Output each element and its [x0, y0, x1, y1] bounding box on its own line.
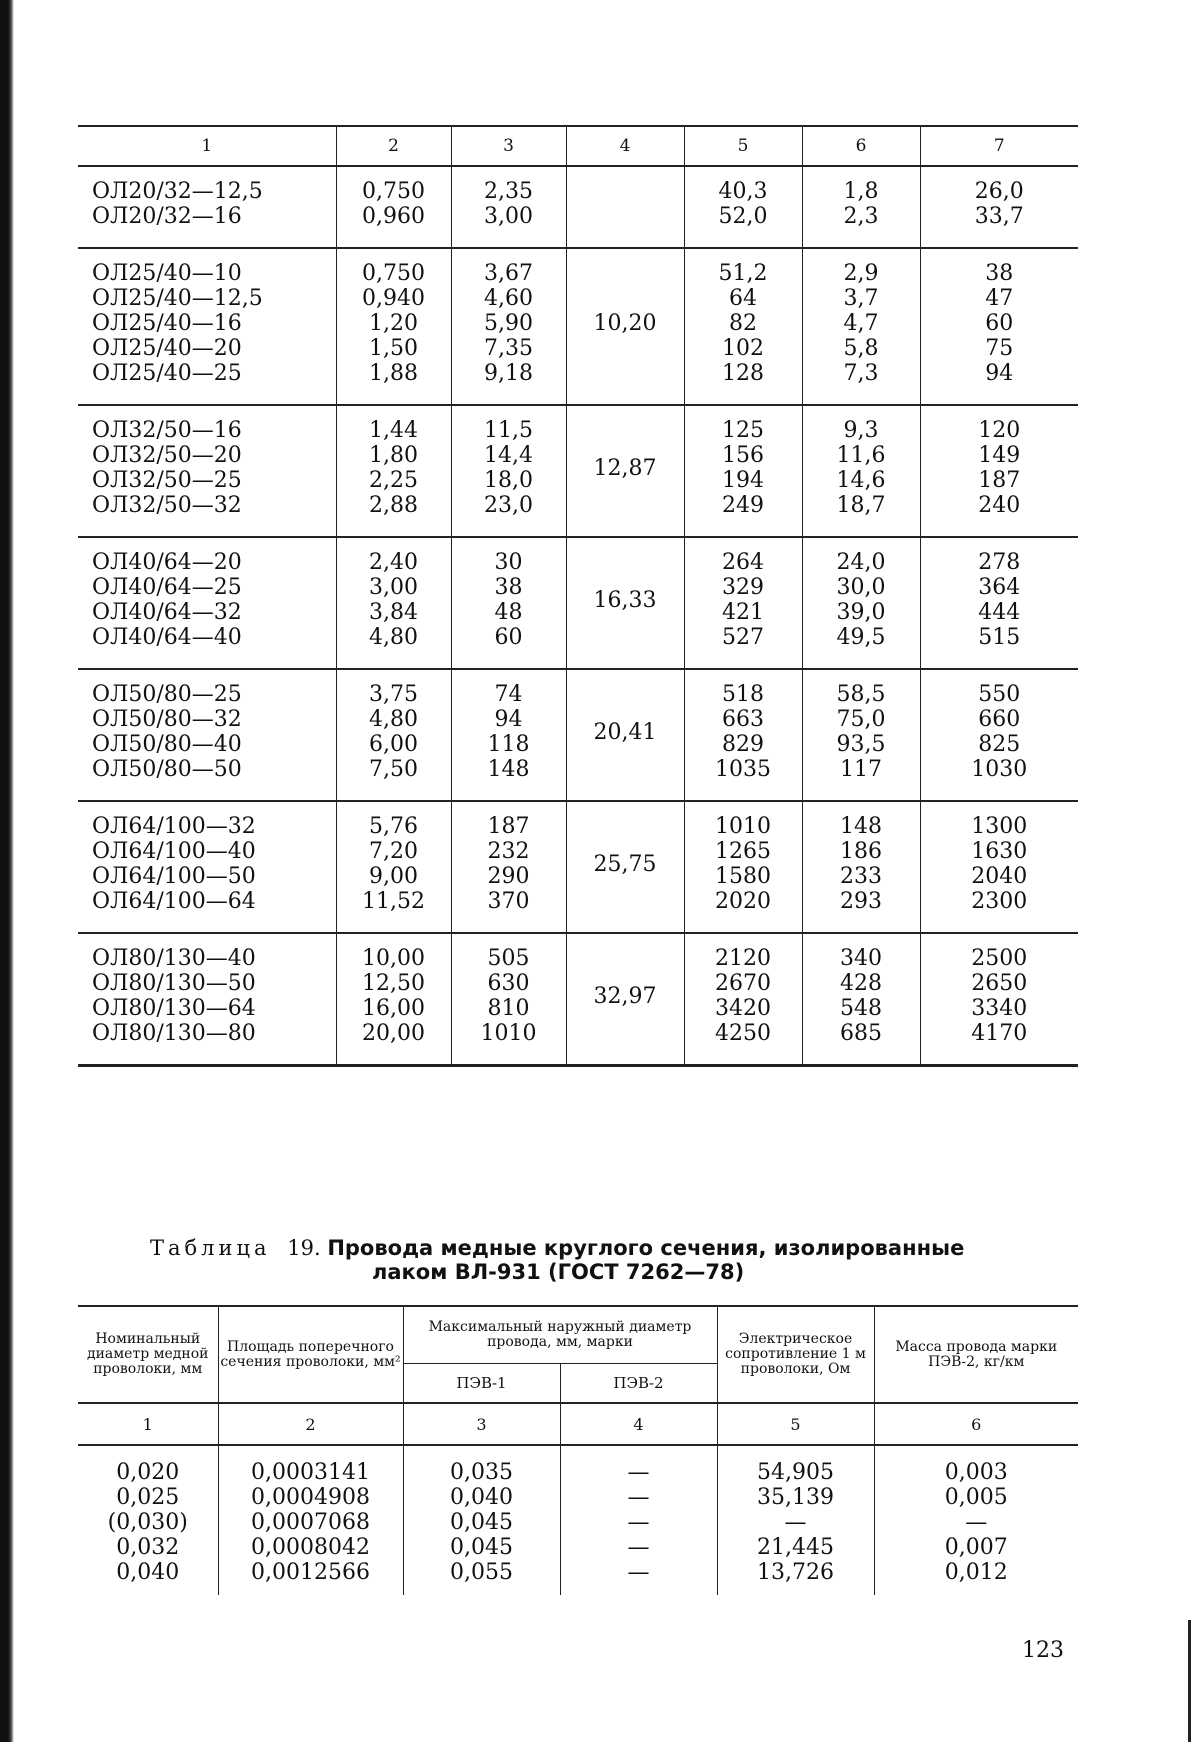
cell-col-5: [684, 933, 802, 1066]
header-mass: Масса провода марки ПЭВ-2, кг/км: [874, 1306, 1078, 1403]
cell-wire-designation: [78, 248, 336, 405]
cell-line: 20,41: [593, 719, 657, 745]
cell-line: 30,0: [836, 575, 886, 600]
cell-line: 18,0: [484, 468, 533, 493]
cell-line: 329: [722, 575, 764, 600]
cell-line: 293: [840, 889, 882, 914]
cell-line: 7,50: [369, 757, 418, 782]
cell-col-5: [684, 669, 802, 801]
cell-line: 94: [985, 361, 1014, 386]
cell-line: ОЛ20/32—16: [92, 204, 242, 229]
cell-line: 2,40: [369, 550, 418, 575]
cell-pev-1: [403, 1445, 560, 1595]
header-col-2: 2: [336, 126, 451, 166]
cell-col-3: [451, 166, 566, 248]
cell-line: 825: [978, 732, 1021, 757]
cell-line: ОЛ80/130—80: [92, 1021, 256, 1046]
table19-data-row: [78, 1445, 1078, 1595]
cell-line: ОЛ25/40—25: [92, 361, 242, 386]
cell-line: ОЛ50/80—50: [92, 757, 242, 782]
scan-edge-shadow: [0, 0, 14, 1742]
cell-line: ОЛ32/50—25: [92, 468, 242, 493]
cell-line: 2020: [715, 889, 771, 914]
cell-line: 20,00: [362, 1021, 425, 1046]
wire-table-continued: [78, 125, 1078, 1067]
cell-col-2: [336, 669, 451, 801]
cell-line: 340: [840, 946, 882, 971]
cell-line: 3,75: [369, 682, 418, 707]
cell-line: 0,035: [450, 1460, 513, 1485]
cell-line: 515: [978, 625, 1021, 650]
header-num-3: 3: [403, 1403, 560, 1445]
cell-line: 64: [729, 286, 757, 311]
caption-label: Таблица: [150, 1236, 271, 1260]
cell-line: 93,5: [836, 732, 886, 757]
cell-line: 60: [494, 625, 523, 650]
cell-mass: [874, 1445, 1078, 1595]
cell-line: 370: [487, 889, 530, 914]
cell-line: 663: [722, 707, 764, 732]
cell-line: 11,6: [836, 443, 886, 468]
cell-line: 39,0: [836, 600, 886, 625]
table-caption: [150, 1236, 1050, 1284]
cell-line: 1580: [715, 864, 771, 889]
cell-line: 30: [494, 550, 523, 575]
cell-line: 102: [722, 336, 764, 361]
cell-line: ОЛ20/32—12,5: [92, 179, 263, 204]
header-col-1: 1: [78, 126, 336, 166]
cell-line: 630: [487, 971, 530, 996]
cell-line: ОЛ25/40—20: [92, 336, 242, 361]
cell-line: 10,20: [593, 311, 657, 336]
cell-line: 3420: [715, 996, 771, 1021]
cell-wire-designation: [78, 405, 336, 537]
cell-line: 0,032: [116, 1535, 180, 1560]
cell-line: 2300: [971, 889, 1028, 914]
cell-line: 1300: [971, 814, 1028, 839]
cell-line: 4,80: [369, 707, 418, 732]
cell-line: ОЛ25/40—12,5: [92, 286, 263, 311]
cell-line: 0,0003141: [251, 1460, 370, 1485]
cell-line: 364: [978, 575, 1021, 600]
cell-line: 14,6: [836, 468, 886, 493]
cell-line: 0,0008042: [251, 1535, 370, 1560]
cell-line: 4,60: [484, 286, 533, 311]
wire-group-row: [78, 933, 1078, 1066]
cell-line: 1,80: [369, 443, 418, 468]
cell-line: ОЛ64/100—50: [92, 864, 256, 889]
cell-line: 0,960: [362, 204, 425, 229]
cell-line: 428: [840, 971, 882, 996]
cell-line: 0,040: [116, 1560, 180, 1585]
cell-line: 75: [985, 336, 1014, 361]
page-number: 123: [1022, 1638, 1064, 1663]
wire-group-row: [78, 669, 1078, 801]
cell-line: 1,44: [369, 418, 418, 443]
cell-line: (0,030): [107, 1510, 188, 1535]
cell-line: 11,52: [362, 889, 425, 914]
header-pev-2: ПЭВ-2: [560, 1364, 717, 1404]
cell-col-5: [684, 248, 802, 405]
cell-line: 24,0: [836, 550, 886, 575]
cell-line: 7,3: [843, 361, 879, 386]
cell-line: 660: [978, 707, 1021, 732]
cell-col-4: [566, 933, 684, 1066]
cell-line: 120: [978, 418, 1021, 443]
cell-line: ОЛ32/50—20: [92, 443, 242, 468]
cell-line: 60: [985, 311, 1014, 336]
cell-line: 6,00: [369, 732, 418, 757]
cell-line: 48: [494, 600, 523, 625]
cell-line: 2,9: [843, 261, 879, 286]
cell-line: 118: [487, 732, 530, 757]
cell-col-3: [451, 537, 566, 669]
cell-line: 1010: [715, 814, 771, 839]
cell-line: 49,5: [836, 625, 886, 650]
cell-line: —: [965, 1510, 988, 1535]
cell-col-6: [802, 933, 920, 1066]
wire-group-row: [78, 801, 1078, 933]
cell-line: 5,90: [484, 311, 533, 336]
cell-col-4: [566, 248, 684, 405]
cell-line: 527: [722, 625, 764, 650]
header-row-1: [78, 1306, 1078, 1364]
cell-line: 117: [840, 757, 882, 782]
cell-col-5: [684, 537, 802, 669]
cell-line: 51,2: [718, 261, 768, 286]
cell-wire-designation: [78, 166, 336, 248]
cell-col-7: [920, 248, 1078, 405]
cell-line: —: [627, 1485, 650, 1510]
cell-line: 1,20: [369, 311, 418, 336]
cell-col-3: [451, 801, 566, 933]
cell-line: 0,0004908: [251, 1485, 370, 1510]
wire-group-row: [78, 166, 1078, 248]
cell-col-6: [802, 248, 920, 405]
cell-line: ОЛ32/50—16: [92, 418, 242, 443]
cell-line: 2500: [971, 946, 1028, 971]
cell-line: 2670: [715, 971, 771, 996]
cell-line: 38: [494, 575, 523, 600]
cell-line: 3,67: [484, 261, 533, 286]
cell-line: 2040: [971, 864, 1028, 889]
cell-line: 1010: [480, 1021, 537, 1046]
cell-line: ОЛ50/80—25: [92, 682, 242, 707]
cell-col-4: [566, 166, 684, 248]
cell-line: 9,00: [369, 864, 418, 889]
cell-line: 25,75: [593, 851, 657, 877]
cell-line: ОЛ40/64—20: [92, 550, 242, 575]
cell-line: 16,00: [362, 996, 425, 1021]
cell-wire-designation: [78, 537, 336, 669]
cell-cross-section: [218, 1445, 403, 1595]
cell-line: 685: [840, 1021, 882, 1046]
cell-col-3: [451, 248, 566, 405]
header-num-5: 5: [717, 1403, 874, 1445]
cell-line: 0,007: [944, 1535, 1008, 1560]
cell-wire-designation: [78, 801, 336, 933]
cell-col-6: [802, 166, 920, 248]
cell-line: 9,3: [843, 418, 879, 443]
cell-wire-designation: [78, 933, 336, 1066]
cell-col-7: [920, 537, 1078, 669]
cell-line: 47: [985, 286, 1014, 311]
cell-line: 1630: [971, 839, 1028, 864]
cell-line: ОЛ80/130—64: [92, 996, 256, 1021]
cell-line: 4,80: [369, 625, 418, 650]
cell-line: ОЛ32/50—32: [92, 493, 242, 518]
cell-line: 16,33: [593, 587, 657, 613]
cell-col-2: [336, 933, 451, 1066]
cell-line: 149: [978, 443, 1021, 468]
header-col-6: 6: [802, 126, 920, 166]
cell-line: 2650: [971, 971, 1028, 996]
cell-line: 12,50: [362, 971, 425, 996]
cell-col-6: [802, 537, 920, 669]
cell-line: ОЛ40/64—25: [92, 575, 242, 600]
header-col-3: 3: [451, 126, 566, 166]
cell-line: 0,940: [362, 286, 425, 311]
cell-line: 194: [722, 468, 764, 493]
cell-line: 550: [978, 682, 1021, 707]
cell-col-4: [566, 405, 684, 537]
cell-line: 518: [722, 682, 764, 707]
cell-line: 0,005: [944, 1485, 1008, 1510]
cell-col-3: [451, 405, 566, 537]
cell-col-5: [684, 405, 802, 537]
cell-col-2: [336, 248, 451, 405]
cell-col-7: [920, 669, 1078, 801]
cell-line: 278: [978, 550, 1021, 575]
cell-line: 5,8: [843, 336, 879, 361]
cell-line: 23,0: [484, 493, 533, 518]
cell-line: 264: [722, 550, 764, 575]
cell-resistance: [717, 1445, 874, 1595]
cell-line: 810: [487, 996, 530, 1021]
cell-col-6: [802, 801, 920, 933]
cell-line: 1,8: [843, 179, 879, 204]
cell-line: 187: [978, 468, 1021, 493]
header-resistance: Электрическое сопротивление 1 м проволоки, Ом: [717, 1306, 874, 1403]
cell-line: —: [627, 1460, 650, 1485]
wire-group-row: [78, 405, 1078, 537]
cell-line: ОЛ64/100—64: [92, 889, 256, 914]
cell-line: 233: [840, 864, 882, 889]
cell-line: 421: [722, 600, 764, 625]
cell-line: 75,0: [836, 707, 886, 732]
cell-line: 0,055: [450, 1560, 513, 1585]
cell-line: 3,7: [843, 286, 879, 311]
cell-col-2: [336, 166, 451, 248]
caption-title-line-1: Провода медные круглого сечения, изолированные: [327, 1236, 965, 1260]
cell-col-5: [684, 166, 802, 248]
cell-line: 2,35: [484, 179, 533, 204]
cell-line: 505: [487, 946, 530, 971]
cell-line: 829: [722, 732, 764, 757]
cell-col-4: [566, 801, 684, 933]
cell-line: ОЛ80/130—50: [92, 971, 256, 996]
cell-line: 0,025: [116, 1485, 180, 1510]
table-19: [78, 1305, 1078, 1595]
cell-line: 1030: [971, 757, 1028, 782]
cell-line: 11,5: [484, 418, 533, 443]
cell-pev-2: [560, 1445, 717, 1595]
cell-line: 148: [840, 814, 882, 839]
cell-line: 290: [487, 864, 530, 889]
cell-line: 3,84: [369, 600, 418, 625]
cell-line: 12,87: [593, 455, 657, 481]
caption-title-line-2: лаком ВЛ-931 (ГОСТ 7262—78): [372, 1260, 745, 1284]
cell-col-7: [920, 166, 1078, 248]
scan-edge-line: [1188, 1620, 1191, 1742]
cell-line: —: [627, 1560, 650, 1585]
cell-line: 52,0: [718, 204, 768, 229]
wire-group-row: [78, 537, 1078, 669]
cell-col-2: [336, 801, 451, 933]
cell-line: 0,040: [450, 1485, 513, 1510]
cell-line: 21,445: [757, 1535, 834, 1560]
cell-line: 2,25: [369, 468, 418, 493]
cell-line: 2,88: [369, 493, 418, 518]
cell-line: 187: [487, 814, 530, 839]
cell-line: ОЛ40/64—32: [92, 600, 242, 625]
cell-line: 0,0012566: [251, 1560, 370, 1585]
cell-line: —: [627, 1510, 650, 1535]
cell-line: 128: [722, 361, 764, 386]
header-col-7: 7: [920, 126, 1078, 166]
cell-col-4: [566, 669, 684, 801]
cell-line: 74: [494, 682, 523, 707]
cell-line: 0,045: [450, 1510, 513, 1535]
cell-line: 94: [494, 707, 523, 732]
cell-col-4: [566, 537, 684, 669]
cell-line: 58,5: [836, 682, 886, 707]
cell-line: 32,97: [593, 983, 657, 1009]
cell-line: 249: [722, 493, 764, 518]
cell-line: 18,7: [836, 493, 886, 518]
cell-line: ОЛ64/100—32: [92, 814, 256, 839]
cell-line: ОЛ80/130—40: [92, 946, 256, 971]
cell-line: 14,4: [484, 443, 533, 468]
cell-line: 1,88: [369, 361, 418, 386]
cell-line: 125: [722, 418, 764, 443]
header-cross-section: Площадь поперечного сечения проволоки, мм²: [218, 1306, 403, 1403]
cell-line: 4170: [971, 1021, 1028, 1046]
cell-line: 232: [487, 839, 530, 864]
cell-line: 1035: [715, 757, 771, 782]
cell-line: 3340: [971, 996, 1028, 1021]
cell-line: 33,7: [974, 204, 1024, 229]
header-num-4: 4: [560, 1403, 717, 1445]
header-col-4: 4: [566, 126, 684, 166]
cell-line: 3,00: [369, 575, 418, 600]
header-nominal-diameter: Номинальный диаметр медной проволоки, мм: [86, 1331, 209, 1377]
cell-line: 0,750: [362, 261, 425, 286]
cell-line: 40,3: [718, 179, 768, 204]
cell-line: ОЛ40/64—40: [92, 625, 242, 650]
cell-line: 156: [722, 443, 764, 468]
cell-line: 5,76: [369, 814, 418, 839]
cell-line: 0,0007068: [251, 1510, 370, 1535]
cell-line: 7,35: [484, 336, 533, 361]
cell-line: 2120: [715, 946, 771, 971]
cell-line: 240: [978, 493, 1021, 518]
cell-line: 4250: [715, 1021, 771, 1046]
cell-line: 0,045: [450, 1535, 513, 1560]
cell-line: 7,20: [369, 839, 418, 864]
cell-col-7: [920, 405, 1078, 537]
cell-line: —: [627, 1535, 650, 1560]
cell-wire-designation: [78, 669, 336, 801]
cell-line: ОЛ50/80—40: [92, 732, 242, 757]
cell-line: 548: [840, 996, 882, 1021]
cell-line: 54,905: [757, 1460, 834, 1485]
cell-line: ОЛ25/40—10: [92, 261, 242, 286]
cell-col-3: [451, 669, 566, 801]
cell-line: 4,7: [843, 311, 879, 336]
cell-line: 26,0: [974, 179, 1024, 204]
cell-line: 35,139: [757, 1485, 834, 1510]
wire-group-row: [78, 248, 1078, 405]
header-num-1: 1: [78, 1403, 218, 1445]
cell-col-3: [451, 933, 566, 1066]
cell-line: 38: [985, 261, 1014, 286]
cell-line: 0,003: [944, 1460, 1008, 1485]
cell-line: 1265: [715, 839, 771, 864]
header-num-6: 6: [874, 1403, 1078, 1445]
cell-line: 3,00: [484, 204, 533, 229]
cell-line: 0,750: [362, 179, 425, 204]
cell-line: 82: [729, 311, 757, 336]
cell-col-7: [920, 933, 1078, 1066]
header-col-5: 5: [684, 126, 802, 166]
cell-line: 9,18: [484, 361, 533, 386]
cell-nominal-diameter: [78, 1445, 218, 1595]
cell-col-5: [684, 801, 802, 933]
header-max-diameter: Максимальный наружный диаметр провода, мм, марки: [403, 1306, 717, 1364]
cell-line: 0,020: [116, 1460, 180, 1485]
cell-line: 10,00: [362, 946, 425, 971]
cell-col-2: [336, 405, 451, 537]
cell-line: ОЛ25/40—16: [92, 311, 242, 336]
cell-line: 444: [978, 600, 1021, 625]
cell-line: 1,50: [369, 336, 418, 361]
cell-line: ОЛ50/80—32: [92, 707, 242, 732]
header-pev-1: ПЭВ-1: [403, 1364, 560, 1404]
cell-line: 148: [487, 757, 530, 782]
caption-number: 19.: [287, 1236, 321, 1260]
cell-line: 2,3: [843, 204, 879, 229]
header-number-row: [78, 1403, 1078, 1445]
cell-col-7: [920, 801, 1078, 933]
cell-line: 186: [840, 839, 882, 864]
cell-line: 0,012: [944, 1560, 1008, 1585]
cell-line: —: [784, 1510, 807, 1535]
cell-line: ОЛ64/100—40: [92, 839, 256, 864]
cell-col-6: [802, 405, 920, 537]
cell-col-6: [802, 669, 920, 801]
header-row: [78, 126, 1078, 166]
header-num-2: 2: [218, 1403, 403, 1445]
cell-col-2: [336, 537, 451, 669]
cell-line: 13,726: [757, 1560, 834, 1585]
